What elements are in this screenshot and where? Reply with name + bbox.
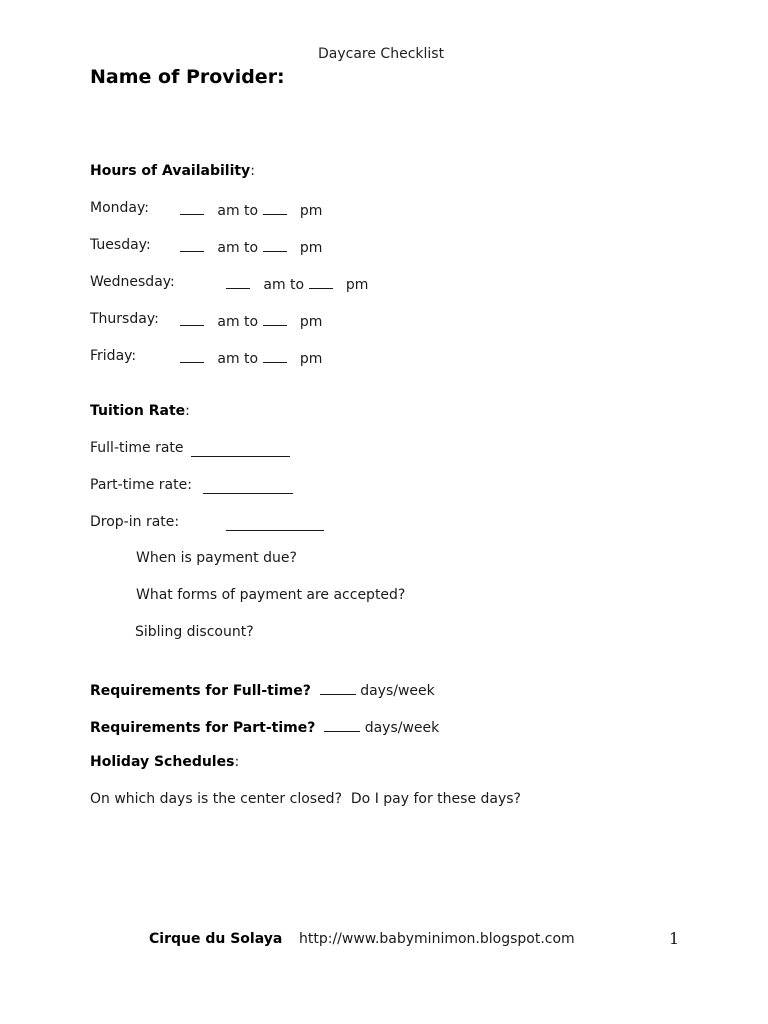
- part-time-requirement: [90, 717, 439, 736]
- day-label-thursday: Thursday:: [90, 311, 159, 327]
- sibling-discount-question: Sibling discount?: [135, 624, 254, 640]
- page-number: 1: [669, 929, 680, 948]
- tuition-heading: [90, 403, 190, 419]
- hours-row-friday: [180, 348, 322, 367]
- am-to-label: am to: [217, 314, 259, 330]
- hours-heading-colon: :: [250, 163, 255, 179]
- footer-url-link[interactable]: http://www.babyminimon.blogspot.com: [299, 931, 575, 947]
- am-to-label: am to: [217, 351, 259, 367]
- day-label-tuesday: Tuesday:: [90, 237, 151, 253]
- full-time-requirement: [90, 680, 435, 699]
- end-time-blank[interactable]: [263, 237, 287, 252]
- part-time-days-blank[interactable]: [324, 717, 360, 732]
- payment-due-question: When is payment due?: [136, 550, 297, 566]
- start-time-blank[interactable]: [180, 348, 204, 363]
- holiday-heading-colon: :: [234, 754, 240, 770]
- full-time-requirement-label: Requirements for Full-time?: [90, 683, 311, 699]
- start-time-blank[interactable]: [226, 274, 250, 289]
- tuition-heading-text: Tuition Rate: [90, 403, 186, 419]
- days-per-week-label: days/week: [364, 720, 440, 736]
- day-label-monday: Monday:: [90, 200, 149, 216]
- pm-label: pm: [299, 351, 323, 367]
- part-time-requirement-label: Requirements for Part-time?: [90, 720, 316, 736]
- hours-heading-text: Hours of Availability: [90, 163, 251, 179]
- end-time-blank[interactable]: [309, 274, 333, 289]
- end-time-blank[interactable]: [263, 348, 287, 363]
- holiday-closed-question: On which days is the center closed? Do I pay for these days?: [90, 791, 521, 807]
- hours-row-tuesday: [180, 237, 322, 256]
- full-time-rate-label: Full-time rate: [90, 440, 184, 456]
- holiday-heading: [90, 754, 239, 770]
- full-time-days-blank[interactable]: [320, 680, 356, 695]
- hours-row-monday: [180, 200, 322, 219]
- drop-in-rate-label: Drop-in rate:: [90, 514, 180, 530]
- provider-name-label: Name of Provider:: [90, 66, 285, 88]
- start-time-blank[interactable]: [180, 237, 204, 252]
- holiday-heading-text: Holiday Schedules: [90, 754, 235, 770]
- days-per-week-label: days/week: [360, 683, 435, 699]
- document-header: Daycare Checklist: [318, 46, 445, 62]
- start-time-blank[interactable]: [180, 200, 204, 215]
- pm-label: pm: [345, 277, 369, 293]
- end-time-blank[interactable]: [263, 311, 287, 326]
- hours-row-thursday: [180, 311, 322, 330]
- footer-left-text: Cirque du Solaya: [149, 931, 283, 947]
- day-label-friday: Friday:: [90, 348, 137, 364]
- tuition-heading-colon: :: [185, 403, 190, 419]
- am-to-label: am to: [263, 277, 305, 293]
- hours-row-wednesday: [226, 274, 368, 293]
- pm-label: pm: [299, 240, 323, 256]
- hours-heading: [90, 163, 255, 179]
- am-to-label: am to: [217, 203, 259, 219]
- part-time-rate-blank[interactable]: [203, 479, 293, 494]
- payment-forms-question: What forms of payment are accepted?: [136, 587, 406, 603]
- pm-label: pm: [299, 314, 323, 330]
- drop-in-rate-blank[interactable]: [226, 516, 324, 531]
- full-time-rate-blank[interactable]: [191, 442, 290, 457]
- pm-label: pm: [299, 203, 323, 219]
- am-to-label: am to: [217, 240, 259, 256]
- day-label-wednesday: Wednesday:: [90, 274, 175, 290]
- start-time-blank[interactable]: [180, 311, 204, 326]
- part-time-rate-label: Part-time rate:: [90, 477, 192, 493]
- end-time-blank[interactable]: [263, 200, 287, 215]
